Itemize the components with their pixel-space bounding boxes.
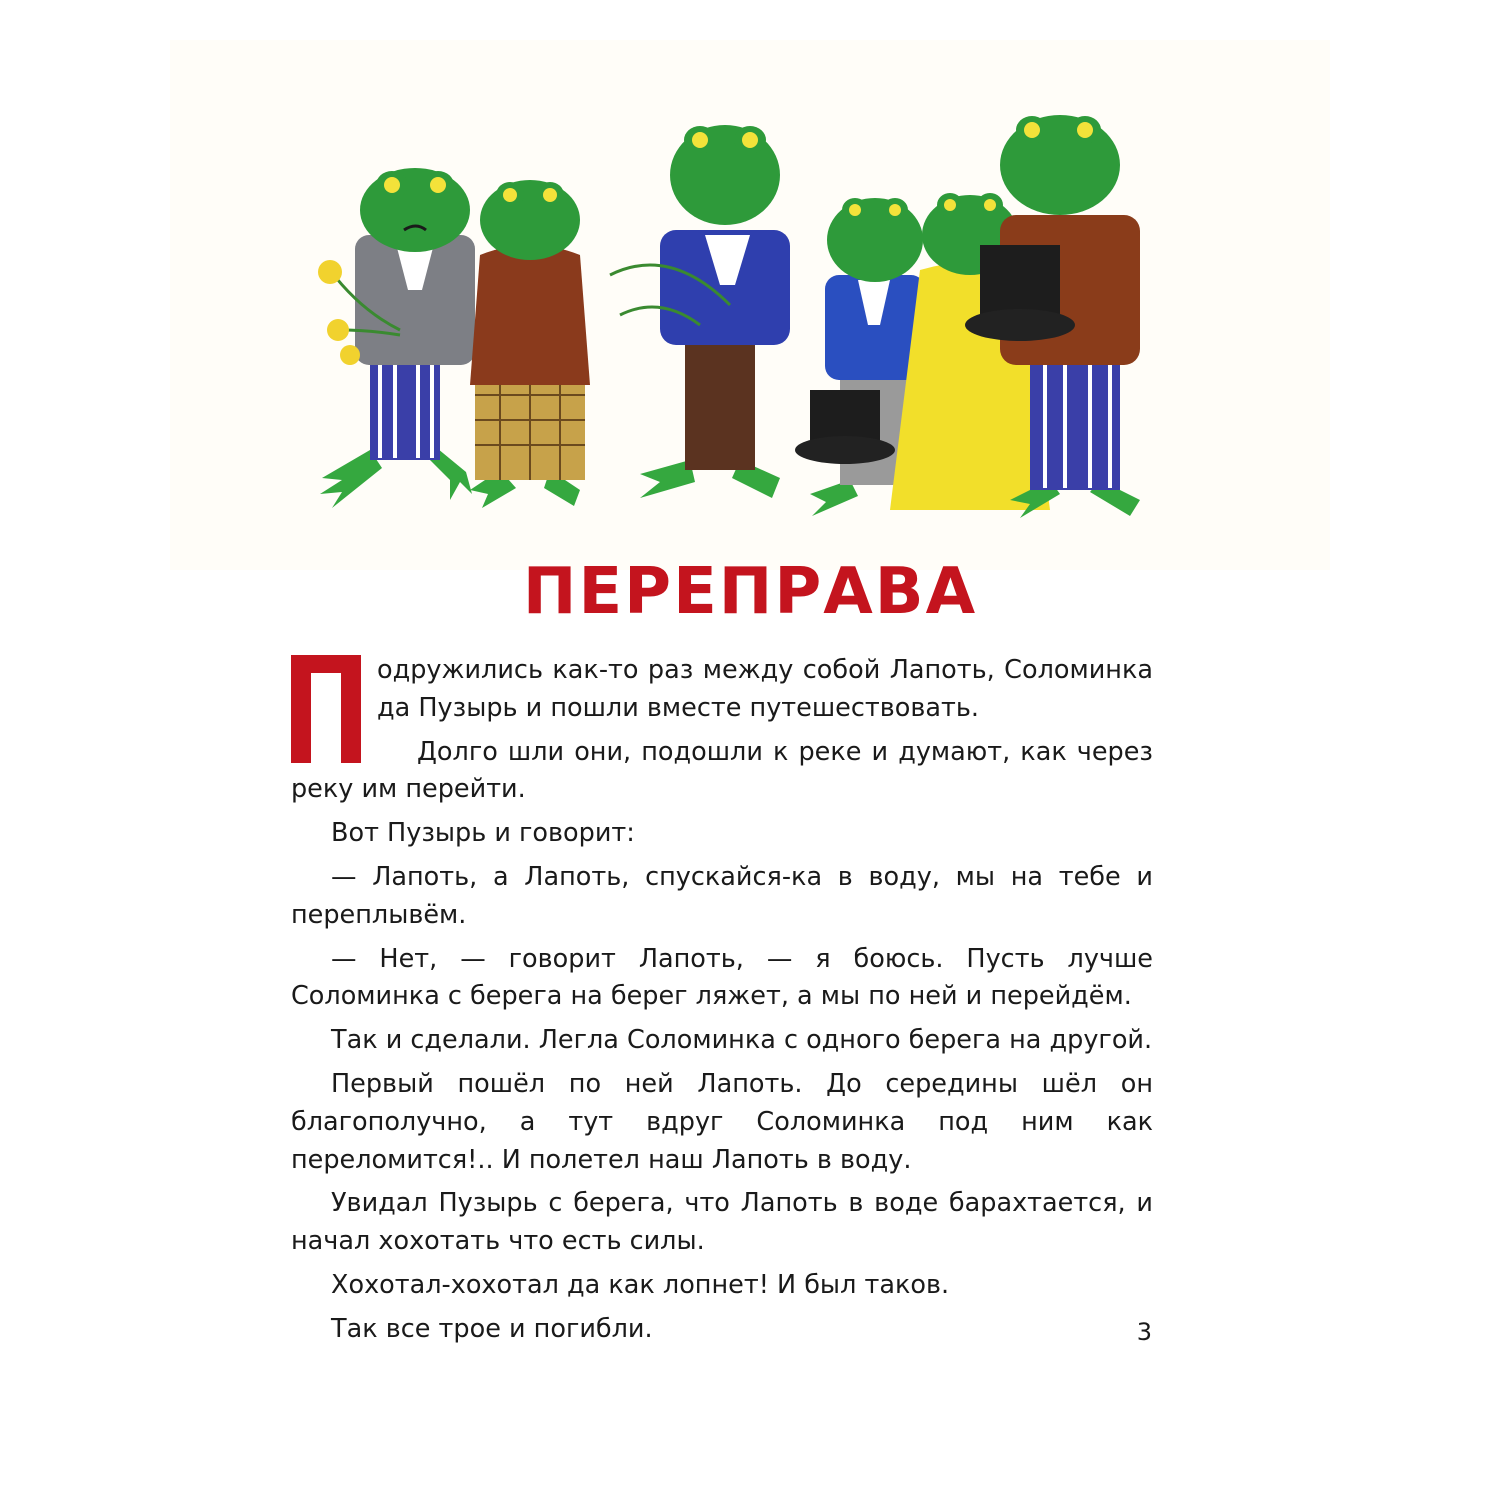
paragraph: — Нет, — говорит Лапоть, — я боюсь. Пусть лучше Соломинка с берега на берег ляжет, а мы по ней и перейдём.: [291, 943, 1153, 1012]
paragraph: [291, 652, 1153, 728]
story-text: [291, 652, 1153, 1355]
paragraph-text: одружились как-то раз между собой Лапоть, Соломинка да Пузырь и пошли вместе путешествовать.: [377, 655, 1153, 723]
paragraph: Первый пошёл по ней Лапоть. До середины шёл он благополучно, а тут вдруг Соломинка под ним как переломится!.. И полетел наш Лапоть в воду.: [291, 1068, 1153, 1175]
page-number: 3: [1136, 1318, 1152, 1346]
frog-brown-dress: [470, 180, 590, 508]
paragraph: Хохотал-хохотал да как лопнет! И был таков.: [331, 1269, 950, 1300]
frogs-illustration: [170, 40, 1330, 570]
paragraph: Так и сделали. Легла Соломинка с одного берега на другой.: [331, 1025, 1153, 1056]
frog-grey-jacket: [318, 168, 475, 508]
drop-cap: [291, 655, 361, 763]
paragraph: Так все трое и погибли.: [331, 1313, 653, 1344]
paragraph: Вот Пузырь и говорит:: [331, 818, 635, 849]
paragraph: Увидал Пузырь с берега, что Лапоть в воде барахтается, и начал хохотать что есть силы.: [291, 1188, 1153, 1257]
paragraph: Долго шли они, подошли к реке и думают, как через реку им перейти.: [291, 736, 1153, 805]
paragraph: — Лапоть, а Лапоть, спускайся-ка в воду, мы на тебе и переплывём.: [291, 861, 1153, 930]
frog-blue-jacket: [610, 125, 790, 498]
story-title: ПЕРЕПРАВА: [522, 555, 978, 629]
